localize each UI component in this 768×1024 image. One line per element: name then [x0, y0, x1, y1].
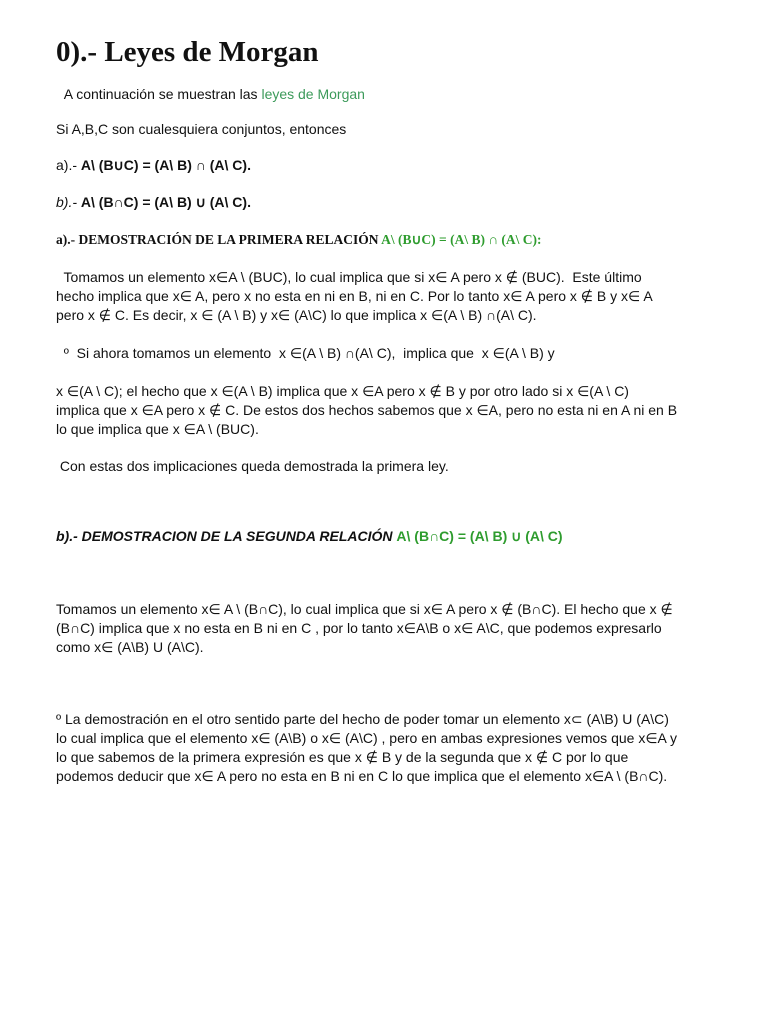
intro-line	[56, 85, 365, 104]
text-line: Tomamos un elemento x∈A \ (BUC), lo cual implica que si x∈ A pero x ∉ (BUC). Este último	[56, 269, 642, 285]
proof1-conclusion: Con estas dos implicaciones queda demostrada la primera ley.	[56, 458, 449, 474]
text-line: lo cual implica que el elemento x∈ (A\B) o x∈ (A\C) , pero en ambas expresiones vemos que x∈A y	[56, 730, 677, 746]
law-b-label: b).-	[56, 194, 81, 210]
text-line: pero x ∉ C. Es decir, x ∈ (A \ B) y x∈ (A\C) lo que implica x ∈(A \ B) ∩(A\ C).	[56, 307, 537, 323]
text-line: x ∈(A \ C); el hecho que x ∈(A \ B) implica que x ∈A pero x ∉ B y por otro lado si x ∈(A \ C)	[56, 383, 629, 399]
text-line: implica que x ∈A pero x ∉ C. De estos dos hechos sabemos que x ∈A, pero no esta ni en A ni en B	[56, 402, 678, 418]
proof1-paragraph-2: º Si ahora tomamos un elemento x ∈(A \ B) ∩(A\ C), implica que x ∈(A \ B) y	[56, 345, 555, 361]
text-line: (B∩C) implica que x no esta en B ni en C , por lo tanto x∈A\B o x∈ A\C, que podemos expresarlo	[56, 620, 662, 636]
proof1-paragraph-3	[56, 382, 736, 439]
text-line: º La demostración en el otro sentido parte del hecho de poder tomar un elemento x⊂ (A\B) U (A\C)	[56, 711, 669, 727]
text-line: podemos deducir que x∈ A pero no esta en B ni en C lo que implica que el elemento x∈A \ (B∩C).	[56, 768, 668, 784]
proof2-paragraph-2	[56, 710, 736, 786]
text-line: hecho implica que x∈ A, pero x no esta en ni en B, ni en C. Por lo tanto x∈ A pero x ∉ B y x∈ A	[56, 288, 653, 304]
law-a	[56, 156, 251, 175]
heading-1-formula: A\ (B∪C) = (A\ B) ∩ (A\ C):	[381, 232, 542, 247]
law-b-formula: A\ (B∩C) = (A\ B) ∪ (A\ C).	[80, 194, 251, 210]
text-line: lo que implica que x ∈A \ (BUC).	[56, 421, 259, 437]
heading-1-text: a).- DEMOSTRACIÓN DE LA PRIMERA RELACIÓN	[56, 232, 382, 247]
heading-2-text: b).- DEMOSTRACION DE LA SEGUNDA RELACIÓN	[56, 528, 397, 544]
intro-text: A continuación se muestran las	[63, 86, 262, 102]
law-a-label: a).-	[56, 157, 81, 173]
proof1-paragraph-1	[56, 268, 736, 325]
proof2-paragraph-1	[56, 600, 736, 657]
heading-first-relation	[56, 230, 542, 249]
premise-text: Si A,B,C son cualesquiera conjuntos, entonces	[56, 121, 347, 137]
page-title: 0).- Leyes de Morgan	[56, 36, 319, 68]
heading-second-relation	[56, 527, 563, 546]
text-line: lo que sabemos de la primera expresión es que x ∉ B y de la segunda que x ∉ C por lo que	[56, 749, 629, 765]
law-a-formula: A\ (B∪C) = (A\ B) ∩ (A\ C).	[80, 157, 251, 173]
text-line: como x∈ (A\B) U (A\C).	[56, 639, 204, 655]
heading-2-formula: A\ (B∩C) = (A\ B) ∪ (A\ C)	[396, 528, 563, 544]
law-b	[56, 193, 251, 212]
text-line: Tomamos un elemento x∈ A \ (B∩C), lo cual implica que si x∈ A pero x ∉ (B∩C). El hecho que x ∉	[56, 601, 673, 617]
morgan-laws-link[interactable]: leyes de Morgan	[261, 86, 365, 102]
